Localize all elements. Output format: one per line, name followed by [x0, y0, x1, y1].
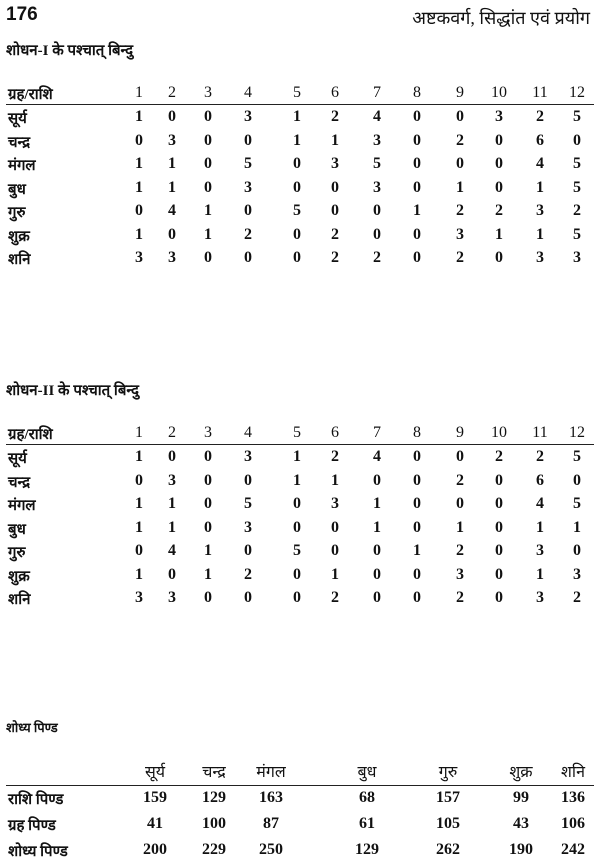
cell-value: 2 — [331, 589, 339, 606]
cell-value: 0 — [573, 131, 581, 149]
cell-value: 0 — [331, 518, 339, 536]
cell-value: 3 — [244, 448, 252, 465]
cell-value: 2 — [244, 225, 252, 243]
cell-value: 0 — [244, 249, 252, 266]
table-header-row — [0, 84, 600, 106]
cell-value: 0 — [413, 155, 421, 172]
row-label: शुक्र — [8, 228, 30, 245]
header-rule — [6, 785, 594, 786]
cell-value: 2 — [456, 131, 464, 149]
cell-value: 2 — [573, 202, 581, 219]
cell-value: 0 — [495, 589, 503, 606]
cell-value: 3 — [244, 108, 252, 125]
cell-value: 1 — [373, 495, 381, 512]
row-label: ग्रह पिण्ड — [8, 818, 56, 834]
cell-value: 1 — [204, 225, 212, 243]
cell-value: 5 — [293, 542, 301, 559]
cell-value: 1 — [293, 448, 301, 465]
cell-value: 0 — [495, 131, 503, 149]
cell-value: 3 — [244, 518, 252, 536]
table1-title: शोधन-I के पश्चात् बिन्दु — [6, 43, 134, 59]
row-label: शोध्य पिण्ड — [8, 844, 68, 860]
cell-value: 2 — [331, 225, 339, 243]
cell-value: 0 — [495, 178, 503, 196]
cell-value: 1 — [456, 518, 464, 536]
cell-value: 229 — [202, 841, 226, 858]
cell-value: 105 — [436, 815, 460, 832]
column-header: बुध — [357, 764, 377, 781]
table-header-row — [0, 760, 600, 782]
cell-value: 0 — [244, 589, 252, 606]
cell-value: 5 — [293, 202, 301, 219]
cell-value: 3 — [135, 589, 143, 606]
cell-value: 1 — [373, 518, 381, 536]
cell-value: 5 — [373, 155, 381, 172]
cell-value: 1 — [495, 225, 503, 243]
cell-value: 2 — [456, 202, 464, 219]
cell-value: 2 — [495, 448, 503, 465]
row-label: बुध — [8, 521, 26, 538]
cell-value: 0 — [244, 471, 252, 489]
cell-value: 43 — [513, 815, 529, 832]
column-header: 8 — [413, 84, 421, 101]
cell-value: 0 — [495, 495, 503, 512]
column-header: 7 — [373, 84, 381, 101]
cell-value: 1 — [135, 108, 143, 125]
column-header: गुरु — [438, 764, 458, 781]
cell-value: 0 — [413, 131, 421, 149]
column-header: 9 — [456, 424, 464, 441]
cell-value: 1 — [536, 225, 544, 243]
table-row — [0, 226, 600, 248]
cell-value: 2 — [331, 448, 339, 465]
cell-value: 5 — [573, 225, 581, 243]
cell-value: 3 — [495, 108, 503, 125]
cell-value: 1 — [135, 178, 143, 196]
cell-value: 0 — [456, 448, 464, 465]
cell-value: 1 — [135, 448, 143, 465]
cell-value: 0 — [373, 542, 381, 559]
cell-value: 0 — [135, 542, 143, 559]
cell-value: 129 — [202, 789, 226, 806]
cell-value: 0 — [204, 155, 212, 172]
cell-value: 2 — [495, 202, 503, 219]
row-label: शनि — [8, 252, 31, 268]
cell-value: 0 — [495, 155, 503, 172]
cell-value: 5 — [573, 178, 581, 196]
header-rule — [6, 104, 594, 105]
column-header: 12 — [569, 84, 585, 101]
cell-value: 1 — [293, 131, 301, 149]
table-row — [0, 132, 600, 154]
cell-value: 262 — [436, 841, 460, 858]
cell-value: 0 — [204, 589, 212, 606]
cell-value: 0 — [331, 202, 339, 219]
column-header: 6 — [331, 84, 339, 101]
column-header: सूर्य — [144, 764, 166, 781]
table-row — [0, 202, 600, 224]
cell-value: 3 — [573, 565, 581, 583]
cell-value: 3 — [168, 131, 176, 149]
cell-value: 1 — [573, 518, 581, 536]
cell-value: 0 — [413, 589, 421, 606]
cell-value: 106 — [561, 815, 585, 832]
cell-value: 3 — [456, 225, 464, 243]
running-title: अष्टकवर्ग, सिद्धांत एवं प्रयोग — [412, 8, 590, 28]
cell-value: 129 — [355, 841, 379, 858]
cell-value: 0 — [373, 225, 381, 243]
cell-value: 3 — [456, 565, 464, 583]
cell-value: 1 — [536, 178, 544, 196]
table-row — [0, 179, 600, 201]
cell-value: 0 — [331, 178, 339, 196]
cell-value: 0 — [293, 565, 301, 583]
column-header: 4 — [244, 424, 252, 441]
cell-value: 0 — [495, 565, 503, 583]
row-label: शुक्र — [8, 568, 30, 585]
cell-value: 0 — [204, 178, 212, 196]
cell-value: 0 — [204, 448, 212, 465]
column-header: 3 — [204, 424, 212, 441]
cell-value: 4 — [168, 202, 176, 219]
cell-value: 0 — [413, 495, 421, 512]
row-label: मंगल — [8, 158, 36, 174]
cell-value: 3 — [244, 178, 252, 196]
column-header: 5 — [293, 424, 301, 441]
row-label: चन्द्र — [8, 474, 31, 491]
cell-value: 250 — [259, 841, 283, 858]
cell-value: 1 — [135, 518, 143, 536]
cell-value: 163 — [259, 789, 283, 806]
cell-value: 0 — [204, 518, 212, 536]
cell-value: 3 — [373, 131, 381, 149]
cell-value: 0 — [135, 131, 143, 149]
cell-value: 0 — [413, 518, 421, 536]
cell-value: 1 — [135, 495, 143, 512]
cell-value: 4 — [168, 542, 176, 559]
column-header: 3 — [204, 84, 212, 101]
table-row — [0, 841, 600, 863]
cell-value: 3 — [168, 471, 176, 489]
cell-value: 242 — [561, 841, 585, 858]
cell-value: 5 — [573, 108, 581, 125]
cell-value: 157 — [436, 789, 460, 806]
column-header: चन्द्र — [202, 764, 226, 781]
row-label: बुध — [8, 181, 26, 198]
column-header: मंगल — [256, 764, 286, 781]
cell-value: 1 — [168, 518, 176, 536]
table-row — [0, 155, 600, 177]
cell-value: 0 — [373, 471, 381, 489]
cell-value: 3 — [573, 249, 581, 266]
cell-value: 0 — [293, 589, 301, 606]
cell-value: 2 — [536, 108, 544, 125]
cell-value: 5 — [573, 155, 581, 172]
table-row — [0, 108, 600, 130]
cell-value: 0 — [244, 542, 252, 559]
corner-header: ग्रह/राशि — [8, 427, 53, 443]
cell-value: 99 — [513, 789, 529, 806]
cell-value: 1 — [168, 495, 176, 512]
cell-value: 0 — [293, 249, 301, 266]
row-label: शनि — [8, 592, 31, 608]
row-label: राशि पिण्ड — [8, 792, 64, 808]
cell-value: 3 — [135, 249, 143, 266]
corner-header: ग्रह/राशि — [8, 87, 53, 103]
header-rule — [6, 444, 594, 445]
column-header: 5 — [293, 84, 301, 101]
cell-value: 0 — [204, 249, 212, 266]
cell-value: 1 — [413, 542, 421, 559]
cell-value: 5 — [573, 495, 581, 512]
cell-value: 68 — [359, 789, 375, 806]
cell-value: 1 — [168, 155, 176, 172]
cell-value: 190 — [509, 841, 533, 858]
cell-value: 5 — [244, 495, 252, 512]
cell-value: 200 — [143, 841, 167, 858]
cell-value: 3 — [536, 249, 544, 266]
column-header: 8 — [413, 424, 421, 441]
column-header: 9 — [456, 84, 464, 101]
cell-value: 0 — [135, 202, 143, 219]
cell-value: 0 — [204, 495, 212, 512]
cell-value: 100 — [202, 815, 226, 832]
cell-value: 1 — [536, 565, 544, 583]
cell-value: 41 — [147, 815, 163, 832]
table-row — [0, 495, 600, 517]
cell-value: 0 — [168, 565, 176, 583]
column-header: शनि — [561, 764, 585, 781]
column-header: 11 — [532, 84, 548, 101]
cell-value: 4 — [536, 155, 544, 172]
cell-value: 2 — [456, 471, 464, 489]
cell-value: 3 — [168, 589, 176, 606]
cell-value: 5 — [244, 155, 252, 172]
cell-value: 0 — [244, 131, 252, 149]
cell-value: 61 — [359, 815, 375, 832]
column-header: शुक्र — [509, 764, 533, 781]
cell-value: 0 — [135, 471, 143, 489]
column-header: 10 — [491, 84, 507, 101]
cell-value: 2 — [331, 249, 339, 266]
cell-value: 1 — [456, 178, 464, 196]
cell-value: 3 — [168, 249, 176, 266]
column-header: 2 — [168, 84, 176, 101]
cell-value: 2 — [536, 448, 544, 465]
cell-value: 159 — [143, 789, 167, 806]
cell-value: 2 — [244, 565, 252, 583]
column-header: 1 — [135, 424, 143, 441]
column-header: 7 — [373, 424, 381, 441]
table-row — [0, 589, 600, 611]
column-header: 11 — [532, 424, 548, 441]
cell-value: 0 — [413, 108, 421, 125]
cell-value: 0 — [331, 542, 339, 559]
column-header: 10 — [491, 424, 507, 441]
cell-value: 0 — [373, 589, 381, 606]
cell-value: 0 — [456, 155, 464, 172]
cell-value: 1 — [331, 131, 339, 149]
cell-value: 1 — [293, 471, 301, 489]
cell-value: 2 — [373, 249, 381, 266]
cell-value: 0 — [413, 249, 421, 266]
cell-value: 4 — [536, 495, 544, 512]
row-label: गुरु — [8, 545, 26, 561]
column-header: 1 — [135, 84, 143, 101]
cell-value: 1 — [293, 108, 301, 125]
cell-value: 0 — [204, 108, 212, 125]
cell-value: 1 — [204, 542, 212, 559]
cell-value: 0 — [413, 471, 421, 489]
cell-value: 0 — [168, 448, 176, 465]
table-row — [0, 519, 600, 541]
table-header-row — [0, 424, 600, 446]
cell-value: 1 — [135, 225, 143, 243]
table-row — [0, 448, 600, 470]
cell-value: 0 — [495, 518, 503, 536]
cell-value: 2 — [331, 108, 339, 125]
cell-value: 0 — [373, 565, 381, 583]
cell-value: 0 — [413, 448, 421, 465]
cell-value: 1 — [168, 178, 176, 196]
cell-value: 2 — [573, 589, 581, 606]
cell-value: 5 — [573, 448, 581, 465]
cell-value: 0 — [204, 131, 212, 149]
table3-title: शोध्य पिण्ड — [6, 720, 58, 735]
row-label: चन्द्र — [8, 134, 31, 151]
cell-value: 2 — [456, 249, 464, 266]
cell-value: 1 — [413, 202, 421, 219]
cell-value: 4 — [373, 108, 381, 125]
cell-value: 1 — [536, 518, 544, 536]
cell-value: 6 — [536, 131, 544, 149]
cell-value: 0 — [204, 471, 212, 489]
cell-value: 2 — [456, 542, 464, 559]
column-header: 4 — [244, 84, 252, 101]
cell-value: 0 — [413, 178, 421, 196]
table-row — [0, 249, 600, 271]
cell-value: 4 — [373, 448, 381, 465]
cell-value: 1 — [331, 565, 339, 583]
cell-value: 0 — [293, 225, 301, 243]
cell-value: 1 — [135, 565, 143, 583]
cell-value: 3 — [536, 589, 544, 606]
cell-value: 2 — [456, 589, 464, 606]
cell-value: 1 — [204, 202, 212, 219]
cell-value: 0 — [413, 225, 421, 243]
cell-value: 0 — [495, 249, 503, 266]
cell-value: 0 — [168, 108, 176, 125]
table-row — [0, 815, 600, 837]
row-label: गुरु — [8, 205, 26, 221]
cell-value: 0 — [413, 565, 421, 583]
cell-value: 3 — [373, 178, 381, 196]
cell-value: 1 — [135, 155, 143, 172]
column-header: 2 — [168, 424, 176, 441]
cell-value: 0 — [495, 471, 503, 489]
cell-value: 6 — [536, 471, 544, 489]
cell-value: 0 — [495, 542, 503, 559]
table-row — [0, 789, 600, 811]
table2-title: शोधन-II के पश्चात् बिन्दु — [6, 383, 139, 399]
cell-value: 0 — [293, 495, 301, 512]
cell-value: 0 — [456, 108, 464, 125]
cell-value: 0 — [293, 518, 301, 536]
cell-value: 136 — [561, 789, 585, 806]
page-number: 176 — [6, 4, 38, 25]
cell-value: 3 — [536, 202, 544, 219]
cell-value: 0 — [456, 495, 464, 512]
cell-value: 0 — [244, 202, 252, 219]
cell-value: 3 — [331, 155, 339, 172]
cell-value: 0 — [573, 542, 581, 559]
cell-value: 0 — [373, 202, 381, 219]
cell-value: 0 — [293, 178, 301, 196]
cell-value: 0 — [573, 471, 581, 489]
cell-value: 3 — [536, 542, 544, 559]
row-label: सूर्य — [8, 451, 27, 467]
table-row — [0, 566, 600, 588]
row-label: सूर्य — [8, 111, 27, 127]
cell-value: 0 — [168, 225, 176, 243]
cell-value: 87 — [263, 815, 279, 832]
cell-value: 3 — [331, 495, 339, 512]
row-label: मंगल — [8, 498, 36, 514]
column-header: 6 — [331, 424, 339, 441]
table-row — [0, 472, 600, 494]
cell-value: 1 — [204, 565, 212, 583]
table-row — [0, 542, 600, 564]
cell-value: 0 — [293, 155, 301, 172]
column-header: 12 — [569, 424, 585, 441]
cell-value: 1 — [331, 471, 339, 489]
